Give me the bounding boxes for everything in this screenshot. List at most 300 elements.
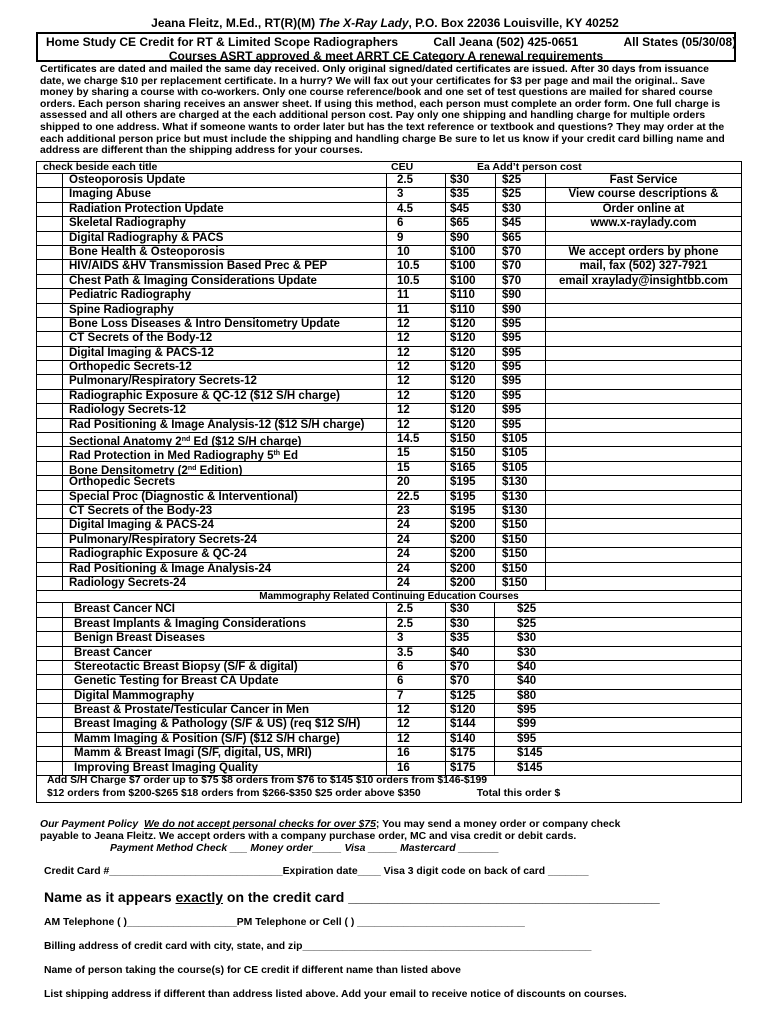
course-title: Stereotactic Breast Biopsy (S/F & digital) — [63, 661, 387, 674]
side-info — [546, 433, 741, 446]
table-row — [37, 433, 741, 447]
course-ceu: 12 — [387, 390, 446, 403]
course-price: $100 — [446, 275, 496, 288]
course-title: Benign Breast Diseases — [63, 632, 387, 645]
course-additional-cost: $95 — [517, 732, 537, 745]
course-title — [63, 577, 387, 590]
course-additional-cost: $95 — [517, 704, 537, 717]
course-price: $30 — [446, 603, 495, 616]
course-checkbox[interactable] — [37, 690, 63, 703]
course-title — [63, 548, 387, 561]
course-additional-cost: $95 — [496, 332, 546, 345]
side-info — [546, 375, 741, 388]
course-title-text: CT Secrets of the Body-23 — [69, 504, 213, 517]
course-title: Breast Cancer — [63, 647, 387, 660]
course-additional-cost: $145 — [517, 761, 543, 774]
course-checkbox[interactable] — [37, 347, 63, 360]
course-checkbox[interactable] — [37, 260, 63, 273]
course-ceu: 22.5 — [387, 491, 446, 504]
course-ceu: 12 — [387, 375, 446, 388]
course-ceu: 14.5 — [387, 433, 446, 446]
header-check: check beside each title — [43, 162, 158, 173]
course-additional-cost: $105 — [496, 433, 546, 446]
course-title-text: Osteoporosis Update — [69, 174, 186, 186]
side-info — [546, 347, 741, 360]
course-additional-cost: $25 — [517, 603, 537, 616]
course-title-text: Sectional Anatomy 2 — [69, 436, 182, 447]
course-additional-cost: $45 — [496, 217, 546, 230]
table-row — [37, 733, 741, 747]
course-additional-cost: $40 — [517, 660, 537, 673]
course-title-text: Special Proc (Diagnostic & Interventional) — [69, 490, 298, 503]
course-title — [63, 375, 387, 388]
table-row — [37, 661, 741, 675]
course-title: Mamm & Breast Imagi (S/F, digital, US, MRI) — [63, 747, 387, 760]
course-checkbox[interactable] — [37, 188, 63, 201]
course-ceu: 3.5 — [387, 647, 446, 660]
course-ceu: 6 — [387, 661, 446, 674]
course-price: $120 — [446, 318, 496, 331]
course-title-text: Bone Loss Diseases & Intro Densitometry Update — [69, 317, 340, 330]
course-checkbox[interactable] — [37, 332, 63, 345]
course-checkbox[interactable] — [37, 675, 63, 688]
course-price: $70 — [446, 675, 495, 688]
course-price: $165 — [446, 462, 496, 475]
course-ceu: 12 — [387, 332, 446, 345]
banner-title: Home Study CE Credit for RT & Limited Scope Radiographers — [46, 35, 399, 49]
course-ceu: 15 — [387, 447, 446, 460]
course-checkbox[interactable] — [37, 548, 63, 561]
course-table — [36, 161, 742, 776]
order-notice: Certificates are dated and mailed the same day received. Only original signed/dated certificates are issued. After 30 days from issuance date, we charge $10 per replacement certificate. In a hurry? We will fax out your certificates for $3 per page and mail the original.. Save money by sharing a course with co-workers. Only one course reference/book and one set of test questions are mailed for shared course orders. Each person sharing receives an answer sheet. If using this method, each person must complete an order form. One full charge is assessed and all others are charged at the each additional person cost. Pay only one shipping and handling charge for multiple orders shipped to one address. What if someone wants to order later but has the text reference or textbook and questions? They may order at the each additional person price but must include the shipping and handling charge Be sure to let us know if your credit card billing name and address are different than the shipping address for your courses. — [40, 64, 725, 157]
table-row — [37, 476, 741, 490]
course-ceu: 24 — [387, 534, 446, 547]
course-price: $150 — [446, 447, 496, 460]
course-ceu: 12 — [387, 361, 446, 374]
side-info: Fast Service — [609, 174, 678, 186]
banner-top-row — [46, 35, 736, 49]
course-title — [63, 462, 387, 475]
course-price: $35 — [446, 188, 496, 201]
course-price: $200 — [446, 534, 496, 547]
table-row — [37, 203, 741, 217]
course-ceu: 2.5 — [387, 174, 446, 187]
course-price: $200 — [446, 548, 496, 561]
course-price: $120 — [446, 375, 496, 388]
course-checkbox[interactable] — [37, 203, 63, 216]
course-ceu: 11 — [387, 304, 446, 317]
course-price: $200 — [446, 563, 496, 576]
course-checkbox[interactable] — [37, 661, 63, 674]
side-info — [546, 462, 741, 475]
course-ceu: 24 — [387, 548, 446, 561]
course-title-text: Bone Densitometry (2 — [69, 464, 188, 476]
course-price: $110 — [446, 289, 496, 302]
course-checkbox[interactable] — [37, 476, 63, 489]
course-price: $120 — [446, 332, 496, 345]
side-info — [546, 505, 741, 518]
banner-phone: Call Jeana (502) 425-0651 — [433, 35, 579, 49]
table-row — [37, 603, 741, 617]
course-title — [63, 260, 387, 273]
course-checkbox[interactable] — [37, 632, 63, 645]
course-price: $140 — [446, 733, 495, 746]
course-price: $125 — [446, 690, 495, 703]
course-title — [63, 203, 387, 216]
course-additional-cost: $80 — [517, 689, 537, 702]
side-info: mail, fax (502) 327-7921 — [579, 260, 708, 273]
side-info — [546, 548, 741, 561]
course-additional-cost: $150 — [496, 563, 546, 576]
course-title-text: Digital Radiography & PACS — [69, 231, 224, 244]
course-checkbox[interactable] — [37, 505, 63, 518]
course-price: $195 — [446, 476, 496, 489]
course-checkbox[interactable] — [37, 232, 63, 245]
table-row — [37, 491, 741, 505]
side-info: email xraylady@insightbb.com — [558, 274, 729, 287]
table-row — [37, 690, 741, 704]
course-additional-cost: $150 — [496, 548, 546, 561]
course-title: Digital Mammography — [63, 690, 387, 703]
course-ceu: 16 — [387, 762, 446, 775]
course-title: Genetic Testing for Breast CA Update — [63, 675, 387, 688]
side-info — [546, 476, 741, 489]
course-checkbox[interactable] — [37, 577, 63, 590]
course-price: $45 — [446, 203, 496, 216]
side-info — [546, 318, 741, 331]
table-row — [37, 718, 741, 732]
course-additional-cost: $95 — [496, 404, 546, 417]
course-title — [63, 419, 387, 432]
course-additional-cost: $30 — [517, 646, 537, 659]
shipping-charges — [36, 775, 742, 803]
credit-card-field[interactable]: Credit Card #______________________________Expiration date____ Visa 3 digit code on back of card _______ — [44, 866, 589, 877]
table-row — [37, 332, 741, 346]
course-checkbox[interactable] — [37, 491, 63, 504]
table-row — [37, 318, 741, 332]
side-info — [546, 361, 741, 374]
name-prefix: Name as it appears — [44, 889, 176, 905]
table-row — [37, 419, 741, 433]
table-row — [37, 447, 741, 461]
course-title — [63, 433, 387, 446]
course-ceu: 10.5 — [387, 275, 446, 288]
course-title — [63, 361, 387, 374]
course-ceu: 7 — [387, 690, 446, 703]
side-info — [546, 491, 741, 504]
course-checkbox[interactable] — [37, 447, 63, 460]
course-title: Breast Implants & Imaging Considerations — [63, 618, 387, 631]
course-additional-cost: $99 — [517, 718, 537, 731]
letterhead-company: The X-Ray Lady — [318, 16, 409, 30]
course-ceu: 12 — [387, 419, 446, 432]
side-info — [546, 332, 741, 345]
course-ceu: 6 — [387, 217, 446, 230]
title-banner — [36, 32, 736, 62]
course-checkbox[interactable] — [37, 275, 63, 288]
course-checkbox[interactable] — [37, 174, 63, 187]
course-title-text: Pediatric Radiography — [69, 289, 192, 302]
table-row — [37, 217, 741, 231]
table-row — [37, 232, 741, 246]
edition-superscript: nd — [187, 464, 197, 472]
course-title: Breast & Prostate/Testicular Cancer in Men — [63, 704, 387, 717]
course-title — [63, 505, 387, 518]
course-additional-cost: $95 — [496, 390, 546, 403]
side-info — [546, 563, 741, 576]
course-checkbox[interactable] — [37, 419, 63, 432]
course-checkbox[interactable] — [37, 733, 63, 746]
table-row — [37, 704, 741, 718]
course-ceu: 9 — [387, 232, 446, 245]
course-price: $90 — [446, 232, 496, 245]
shipping-address-field[interactable]: List shipping address if different than address listed above. Add your email to receive notice of discounts on courses. — [44, 989, 627, 1000]
course-additional-cost: $95 — [496, 375, 546, 388]
course-ceu: 20 — [387, 476, 446, 489]
course-price: $120 — [446, 347, 496, 360]
course-price: $200 — [446, 577, 496, 590]
course-checkbox[interactable] — [37, 217, 63, 230]
course-price: $100 — [446, 260, 496, 273]
course-ceu: 4.5 — [387, 203, 446, 216]
course-ceu: 16 — [387, 747, 446, 760]
course-checkbox[interactable] — [37, 718, 63, 731]
course-price: $195 — [446, 505, 496, 518]
table-row — [37, 747, 741, 761]
course-additional-cost: $90 — [496, 304, 546, 317]
course-title — [63, 491, 387, 504]
course-checkbox[interactable] — [37, 390, 63, 403]
side-info — [546, 304, 741, 317]
course-title-text: Rad Protection in Med Radiography 5 — [69, 450, 274, 461]
course-title — [63, 563, 387, 576]
order-total-label[interactable]: Total this order $ — [476, 787, 561, 799]
course-title — [63, 232, 387, 245]
course-title-text: Radiographic Exposure & QC-24 — [69, 548, 247, 561]
course-additional-cost: $150 — [496, 577, 546, 590]
policy-rest: ; You may send a money order or company check — [375, 819, 621, 830]
course-checkbox[interactable] — [37, 519, 63, 532]
side-info — [546, 577, 741, 590]
course-price: $200 — [446, 519, 496, 532]
letterhead — [0, 16, 770, 30]
course-checkbox[interactable] — [37, 375, 63, 388]
table-row — [37, 762, 741, 776]
course-price: $150 — [446, 433, 496, 446]
course-checkbox[interactable] — [37, 747, 63, 760]
course-taker-field[interactable]: Name of person taking the course(s) for CE credit if different name than listed above — [44, 965, 461, 976]
course-checkbox[interactable] — [37, 563, 63, 576]
table-row — [37, 375, 741, 389]
name-exact: exactly — [175, 889, 223, 905]
course-checkbox[interactable] — [37, 618, 63, 631]
course-checkbox[interactable] — [37, 762, 63, 775]
course-title-text: Spine Radiography — [69, 303, 174, 316]
header-ceu: CEU — [391, 162, 414, 173]
course-additional-cost: $25 — [496, 174, 546, 187]
table-row — [37, 462, 741, 476]
course-additional-cost: $70 — [496, 275, 546, 288]
course-title-text: Rad Positioning & Image Analysis-12 ($12 S/H charge) — [69, 418, 365, 431]
table-row — [37, 563, 741, 577]
course-ceu: 10.5 — [387, 260, 446, 273]
payment-policy — [40, 819, 620, 830]
course-additional-cost: $130 — [496, 476, 546, 489]
course-price: $70 — [446, 661, 495, 674]
course-ceu: 12 — [387, 318, 446, 331]
course-title-text: Radiology Secrets-24 — [69, 576, 186, 589]
table-row — [37, 188, 741, 202]
course-price: $35 — [446, 632, 495, 645]
course-title-suffix: Ed ($12 S/H charge) — [190, 436, 302, 447]
course-price: $175 — [446, 747, 495, 760]
banner-subtitle: Courses ASRT approved & meet ARRT CE Category A renewal requirements — [168, 49, 604, 63]
table-row — [37, 618, 741, 632]
course-price: $30 — [446, 174, 496, 187]
course-title — [63, 390, 387, 403]
table-row — [37, 275, 741, 289]
course-additional-cost: $95 — [496, 318, 546, 331]
course-title — [63, 275, 387, 288]
table-row — [37, 361, 741, 375]
header-additional-cost: Ea Add’t person cost — [477, 162, 582, 173]
course-price: $110 — [446, 304, 496, 317]
shipping-rates-text: $12 orders from $200-$265 $18 orders from $266-$350 $25 order above $350 — [47, 787, 421, 799]
course-title-text: Radiology Secrets-12 — [69, 404, 186, 417]
payment-methods[interactable]: Payment Method Check ___ Money order_____ Visa _____ Mastercard _______ — [110, 843, 499, 854]
course-checkbox[interactable] — [37, 304, 63, 317]
course-title-text: Orthopedic Secrets-12 — [69, 361, 192, 374]
course-additional-cost: $30 — [517, 632, 537, 645]
course-additional-cost: $70 — [496, 246, 546, 259]
course-ceu: 24 — [387, 563, 446, 576]
course-ceu: 24 — [387, 577, 446, 590]
course-checkbox[interactable] — [37, 404, 63, 417]
course-checkbox[interactable] — [37, 246, 63, 259]
course-title-text: Pulmonary/Respiratory Secrets-24 — [69, 533, 257, 546]
course-title-suffix: Ed — [280, 450, 298, 461]
course-price: $30 — [446, 618, 495, 631]
course-ceu: 23 — [387, 505, 446, 518]
letterhead-name: Jeana Fleitz, M.Ed., RT(R)(M) — [151, 16, 319, 30]
course-title — [63, 217, 387, 230]
course-title-text: Rad Positioning & Image Analysis-24 — [69, 562, 272, 575]
course-checkbox[interactable] — [37, 361, 63, 374]
side-info — [546, 289, 741, 302]
course-additional-cost: $70 — [496, 260, 546, 273]
course-additional-cost: $30 — [496, 203, 546, 216]
course-title-text: Chest Path & Imaging Considerations Update — [69, 274, 317, 287]
course-price: $175 — [446, 762, 495, 775]
course-checkbox[interactable] — [37, 318, 63, 331]
course-title — [63, 447, 387, 460]
mammography-section-header: Mammography Related Continuing Education Courses — [37, 591, 741, 603]
course-checkbox[interactable] — [37, 433, 63, 446]
course-additional-cost: $150 — [496, 534, 546, 547]
course-additional-cost: $145 — [517, 747, 543, 760]
course-checkbox[interactable] — [37, 647, 63, 660]
course-ceu: 3 — [387, 188, 446, 201]
course-price: $120 — [446, 704, 495, 717]
side-info — [546, 404, 741, 417]
shipping-line-1: Add S/H Charge $7 order up to $75 $8 orders from $76 to $145 $10 orders from $146-$199 — [47, 775, 488, 786]
course-price: $65 — [446, 217, 496, 230]
course-price: $40 — [446, 647, 495, 660]
side-info — [546, 419, 741, 432]
course-title: Breast Imaging & Pathology (S/F & US) (req $12 S/H) — [63, 718, 387, 731]
course-title — [63, 318, 387, 331]
table-row — [37, 304, 741, 318]
course-price: $120 — [446, 361, 496, 374]
course-title-text: Skeletal Radiography — [69, 217, 186, 230]
course-additional-cost: $130 — [496, 505, 546, 518]
course-ceu: 10 — [387, 246, 446, 259]
policy-label: Our Payment Policy — [40, 819, 139, 830]
course-ceu: 11 — [387, 289, 446, 302]
mammography-rows — [37, 603, 741, 776]
edition-superscript: nd — [181, 436, 191, 444]
course-ceu: 6 — [387, 675, 446, 688]
course-checkbox[interactable] — [37, 603, 63, 616]
telephone-fields[interactable]: AM Telephone ( )___________________PM Telephone or Cell ( ) _____________________________ — [44, 917, 525, 928]
course-title: Breast Cancer NCI — [63, 603, 387, 616]
course-price: $120 — [446, 419, 496, 432]
course-ceu: 12 — [387, 733, 446, 746]
course-additional-cost: $25 — [496, 188, 546, 201]
billing-address-field[interactable]: Billing address of credit card with city, state, and zip__________________________________________________ — [44, 941, 592, 952]
side-info — [546, 390, 741, 403]
course-additional-cost: $95 — [496, 361, 546, 374]
course-title-text: Digital Imaging & PACS-24 — [69, 519, 214, 532]
course-title — [63, 304, 387, 317]
course-additional-cost: $65 — [496, 232, 546, 245]
table-row — [37, 534, 741, 548]
course-checkbox[interactable] — [37, 462, 63, 475]
course-price: $195 — [446, 491, 496, 504]
side-info: We accept orders by phone — [568, 245, 719, 258]
banner-states: All States (05/30/08) — [623, 35, 737, 49]
course-title — [63, 246, 387, 259]
course-ceu: 12 — [387, 404, 446, 417]
course-title-text: HIV/AIDS &HV Transmission Based Prec & PEP — [69, 260, 328, 273]
course-title — [63, 476, 387, 489]
policy-no-checks: We do not accept personal checks for over $75 — [143, 819, 376, 830]
table-row — [37, 519, 741, 533]
course-title-text: Radiation Protection Update — [69, 202, 224, 215]
cardholder-name-field[interactable] — [44, 889, 660, 905]
course-additional-cost: $90 — [496, 289, 546, 302]
table-row — [37, 289, 741, 303]
course-ceu: 12 — [387, 718, 446, 731]
course-checkbox[interactable] — [37, 704, 63, 717]
letterhead-address: , P.O. Box 22036 Louisville, KY 40252 — [408, 16, 619, 30]
course-title-text: Orthopedic Secrets — [69, 476, 176, 489]
course-title-suffix: Edition) — [196, 464, 243, 476]
course-title: Mamm Imaging & Position (S/F) ($12 S/H charge) — [63, 733, 387, 746]
course-checkbox[interactable] — [37, 534, 63, 547]
course-title — [63, 534, 387, 547]
course-checkbox[interactable] — [37, 289, 63, 302]
course-title-text: Bone Health & Osteoporosis — [69, 245, 225, 258]
side-info: Order online at — [602, 202, 685, 215]
course-ceu: 3 — [387, 632, 446, 645]
course-ceu: 2.5 — [387, 618, 446, 631]
course-additional-cost: $95 — [496, 419, 546, 432]
policy-line-2: payable to Jeana Fleitz. We accept orders with a company purchase order, MC and visa credit or debit cards. — [40, 831, 577, 842]
table-row — [37, 632, 741, 646]
shipping-line-2 — [47, 788, 741, 801]
side-info — [546, 534, 741, 547]
